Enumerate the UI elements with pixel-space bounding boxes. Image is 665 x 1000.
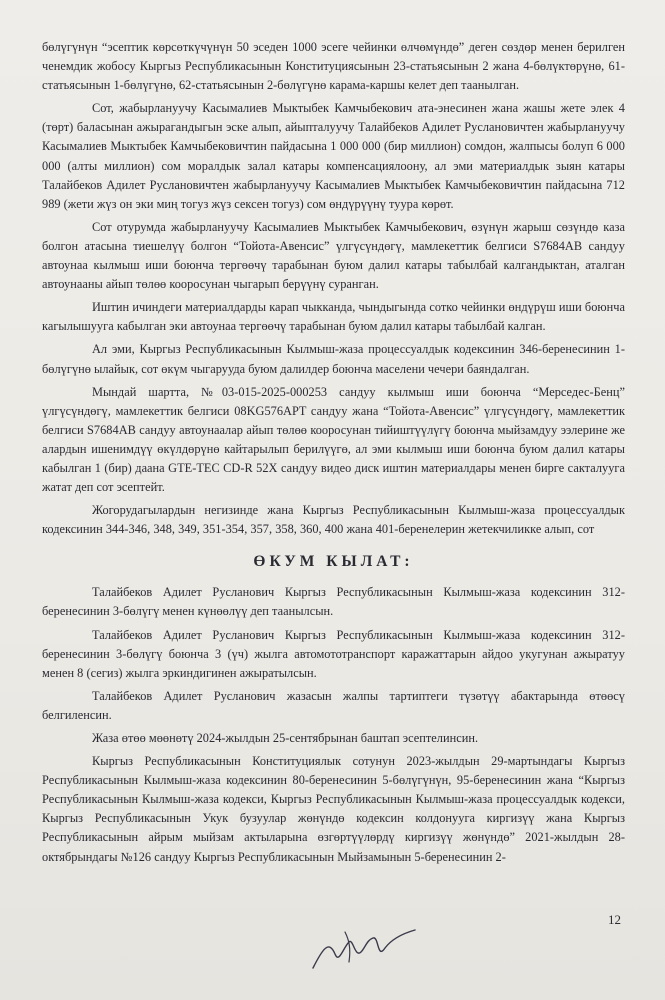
paragraph-10: Талайбеков Адилет Русланович жазасын жалпы тартиптеги түзөтүү абактарында өтөөсү белгиленсин.: [42, 688, 625, 722]
paragraph-6: Мындай шартта, №03-015-2025-000253 сандуу кылмыш иши боюнча “Мерседес-Бенц” үлгүсүндөгү, мамлекеттик белгиси 08KG576APT сандуу жана “Тойота-Авенсис” үлгүсүндөгү, мамлекеттик белгиси S7684AB сандуу автоунаалар айып төлөө кооросунан тийиштүүлүгү боюнча мыйзамдуу ээлерине же алардын ишенимдүү өкүлдөрүнө кайтарылып берилүүгө, ал эми кылмыш иши боюнча буюм далил катары кабылган 1 (бир) даана GTE-TEC CD-R 52X сандуу видео диск иштин материалдары менен бирге сакталууга жатат деп сот эсептейт.: [42, 384, 625, 495]
paragraph-1: бөлүгүнүн “эсептик көрсөткүчүнүн 50 эседен 1000 эсеге чейинки өлчөмүндө” деген сөздөр менен берилген ченемдик жобосу Кыргыз Республикасынын Конституциясынын 23-статьясынын 2 жана 4-бөлүктөрүнө, 61-статьясынын 1-бөлүгүнө, 62-статьясынын 2-бөлүгүнө карама-каршы келет деп таанылган.: [42, 40, 625, 93]
paragraph-2: Сот, жабырлануучу Касымалиев Мыктыбек Камчыбекович ата-энесинен жана жашы жете элек 4 (төрт) баласынан ажырагандыгын эске алып, айыпталуучу Талайбеков Адилет Руслановичтен жабырлануучу Касымалиев Мыктыбек Камчыбековичтин пайдасына 1 000 000 (бир миллион) сомдон, жалпысы болуп 6 000 000 (алты миллион) сом моралдык залал катары компенсациялоону, ал эми материалдык зыян катары Талайбеков Адилет Руслановичтен жабырлануучу Касымалиев Мыктыбек Камчыбековичтин пайдасына 712 989 (жети жүз он эки миң тогуз жүз сексен тогуз) сом өндүрүүнү туура көрөт.: [42, 101, 625, 211]
paragraph-5: Ал эми, Кыргыз Республикасынын Кылмыш-жаза процессуалдык кодексинин 346-беренесинин 1-бөлүгүнө ылайык, сот өкүм чыгарууда буюм далилдер боюнча маселени чечери баяндалган.: [42, 342, 625, 376]
paragraph-7: Жогорудагылардын негизинде жана Кыргыз Республикасынын Кылмыш-жаза процессуалдык кодексинин 344-346, 348, 349, 351-354, 357, 358, 360, 400 жана 401-беренелерин жетекчиликке алып, сот: [42, 503, 625, 537]
paragraph-11: Жаза өтөө мөөнөтү 2024-жылдын 25-сентябрынан баштап эсептелинсин.: [92, 731, 479, 745]
paragraph-4: Иштин ичиндеги материалдарды карап чыкканда, чындыгында сотко чейинки өндүрүш иши боюнча кагылышууга кабылган эки автоунаа тергөөчү тарабынан буюм далил катары табылбай калган.: [42, 300, 625, 334]
paragraph-9: Талайбеков Адилет Русланович Кыргыз Республикасынын Кылмыш-жаза кодексинин 312-беренесинин 3-бөлүгү боюнча 3 (үч) жылга автомототранспорт каражаттарын айдоо укугунан ажыратуу менен 8 (сегиз) жылга эркиндигинен ажыратылсын.: [42, 627, 625, 680]
handwritten-signature: [305, 918, 425, 978]
verdict-heading: ӨКУМ КЫЛАТ:: [253, 553, 414, 571]
paragraph-3: Сот отурумда жабырлануучу Касымалиев Мыктыбек Камчыбекович, өзүнүн жарыш сөзүндө каза болгон атасына тиешелүү болгон “Тойота-Авенсис” үлгүсүндөгү, мамлекеттик белгиси S7684AB сандуу автоунаа кылмыш иши боюнча тергөөчү тарабынан буюм далил катары табылбай калгандыктан, аталган автоунааны айып төлөө кооросунан чыгарып берүүнү суранган.: [42, 219, 625, 292]
page-number: 12: [608, 912, 621, 927]
paragraph-8: Талайбеков Адилет Русланович Кыргыз Республикасынын Кылмыш-жаза кодексинин 312-беренесинин 3-бөлүгү менен күнөөлүү деп таанылсын.: [42, 585, 625, 619]
document-body-top: [42, 38, 625, 539]
document-body-bottom: [42, 583, 625, 866]
paragraph-12: Кыргыз Республикасынын Конституциялык сотунун 2023-жылдын 29-мартындагы Кыргыз Республикасынын Кылмыш-жаза кодексинин 80-беренесинин 5-бөлүгүнүн, 95-беренесинин жана “Кыргыз Республикасынын Кылмыш-жаза кодекси, Кыргыз Республикасынын Кылмыш-жаза процессуалдык кодекси, Кыргыз Республикасынын Укук бузуулар жөнүндө кодексин колдонууга киргизүү жана Кыргыз Республикасынын айрым мыйзам актыларына өзгөртүүлөрдү киргизүү жөнүндө” 2021-жылдын 28-октябрындагы №126 сандуу Кыргыз Республикасынын Мыйзамынын 5-беренесинин 2-: [42, 754, 625, 864]
